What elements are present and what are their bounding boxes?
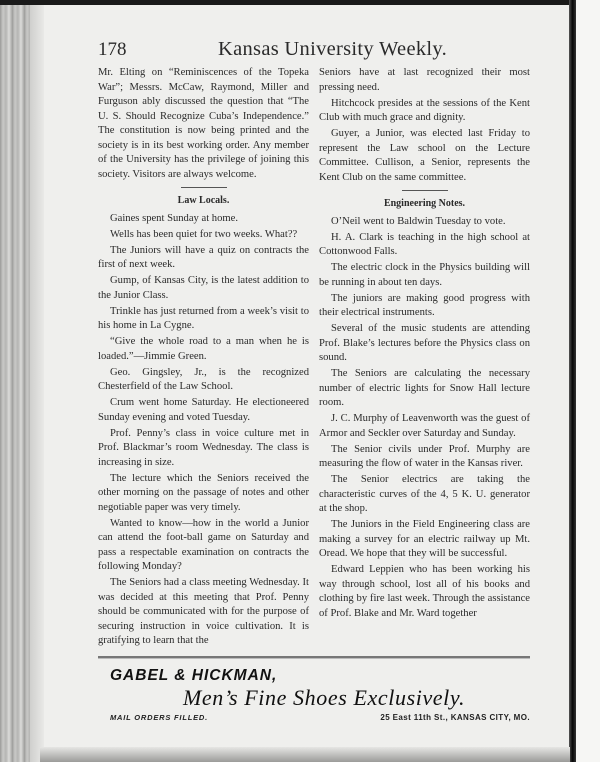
paragraph: J. C. Murphy of Leavenworth was the guest of Armor and Seckler over Saturday and Sunday. bbox=[319, 413, 530, 439]
paragraph: The Senior electrics are taking the characteristic curves of the 4, 5 K. U. generator at the shop. bbox=[319, 474, 530, 514]
paragraph: Guyer, a Junior, was elected last Friday to represent the Law school on the Lecture Committee. Cullison, a Senior, represents the Kent Club on the same committee. bbox=[319, 128, 530, 183]
paragraph: The Seniors had a class meeting Wednesday. It was decided at this meeting that Prof. Penny should be communicated with for the purpose of securing instruction in voice cultivation. It is gratifying to learn that the bbox=[98, 577, 309, 646]
paragraph: The Seniors are calculating the necessary number of electric lights for Snow Hall lecture room. bbox=[319, 368, 530, 408]
section-divider bbox=[181, 187, 227, 188]
page-edge-shadow bbox=[30, 0, 44, 762]
intro-paragraph: Mr. Elting on “Reminiscences of the Topeka War”; Messrs. McCaw, Raymond, Miller and Furguson ably discussed the question that “The U. S. Should Recognize Cuba’s Independence.” The constitution is now being printed and the society is in its best working order. Any member of the University has the privilege of joining this society. Visitors are always welcome. bbox=[98, 67, 309, 180]
page-number: 178 bbox=[98, 39, 127, 60]
right-column bbox=[319, 66, 530, 623]
left-column bbox=[98, 66, 309, 650]
paragraph: Prof. Penny’s class in voice culture met in Prof. Blackmar’s room Wednesday. The class is increasing in size. bbox=[98, 427, 309, 468]
paragraph: O’Neil went to Baldwin Tuesday to vote. bbox=[331, 215, 506, 227]
section-heading-engineering-notes: Engineering Notes. bbox=[383, 198, 466, 209]
paragraph: Gaines spent Sunday at home. bbox=[110, 212, 238, 224]
publication-title: Kansas University Weekly. bbox=[218, 38, 448, 60]
paragraph: Gump, of Kansas City, is the latest addition to the Junior Class. bbox=[98, 275, 309, 301]
paragraph: Edward Leppien who has been working his way through school, lost all of his books and clothing by fire last week. Through the assistance of Prof. Blake and Mr. Ward together bbox=[319, 564, 530, 619]
paragraph: The electric clock in the Physics building will be running in about ten days. bbox=[319, 262, 530, 288]
ad-address: 25 East 11th St., KANSAS CITY, MO. bbox=[380, 713, 530, 722]
page-content bbox=[98, 0, 530, 762]
paragraph: The lecture which the Seniors received the other morning on the passage of notes and other negotiable paper was very timely. bbox=[98, 472, 309, 513]
ad-mail-orders: MAIL ORDERS FILLED. bbox=[110, 713, 208, 722]
advertisement-divider bbox=[98, 656, 530, 659]
ad-footer-row bbox=[110, 713, 530, 722]
paragraph: “Give the whole road to a man when he is loaded.”—Jimmie Green. bbox=[98, 336, 309, 362]
paragraph: H. A. Clark is teaching in the high school at Cottonwood Falls. bbox=[319, 231, 530, 257]
paragraph: The juniors are making good progress with their electrical instruments. bbox=[319, 292, 530, 318]
ad-slogan: Men’s Fine Shoes Exclusively. bbox=[183, 685, 466, 710]
book-gutter bbox=[569, 0, 576, 762]
ad-company-name: GABEL & HICKMAN, bbox=[110, 667, 278, 684]
columns bbox=[98, 66, 530, 650]
facing-page-edge bbox=[576, 0, 600, 762]
paragraph: The Senior civils under Prof. Murphy are measuring the flow of water in the Kansas river. bbox=[319, 443, 530, 469]
paragraph: Hitchcock presides at the sessions of the Kent Club with much grace and dignity. bbox=[319, 97, 530, 123]
section-heading-law-locals: Law Locals. bbox=[177, 195, 230, 206]
paragraph: Crum went home Saturday. He electioneered Sunday evening and voted Tuesday. bbox=[98, 397, 309, 423]
advertisement bbox=[98, 656, 530, 722]
page-header bbox=[98, 38, 530, 66]
paragraph: The Juniors will have a quiz on contracts the first of next week. bbox=[98, 244, 309, 270]
paragraph: Trinkle has just returned from a week’s visit to his home in La Cygne. bbox=[98, 305, 309, 331]
paragraph: Wanted to know—how in the world a Junior can attend the foot-ball game on Saturday and pass a respectable examination on contracts the following Monday? bbox=[98, 517, 309, 572]
paragraph: Wells has been quiet for two weeks. What?? bbox=[110, 228, 298, 240]
paragraph: Geo. Gingsley, Jr., is the recognized Chesterfield of the Law School. bbox=[98, 366, 309, 392]
section-divider bbox=[402, 190, 448, 191]
paragraph: Several of the music students are attending Prof. Blake’s lectures before the Physics class on sound. bbox=[319, 323, 530, 363]
paragraph: The Juniors in the Field Engineering class are making a survey for an electric railway up Mt. Oread. We hope that they will be successful. bbox=[319, 519, 530, 559]
continued-paragraph: Seniors have at last recognized their most pressing need. bbox=[319, 67, 530, 93]
